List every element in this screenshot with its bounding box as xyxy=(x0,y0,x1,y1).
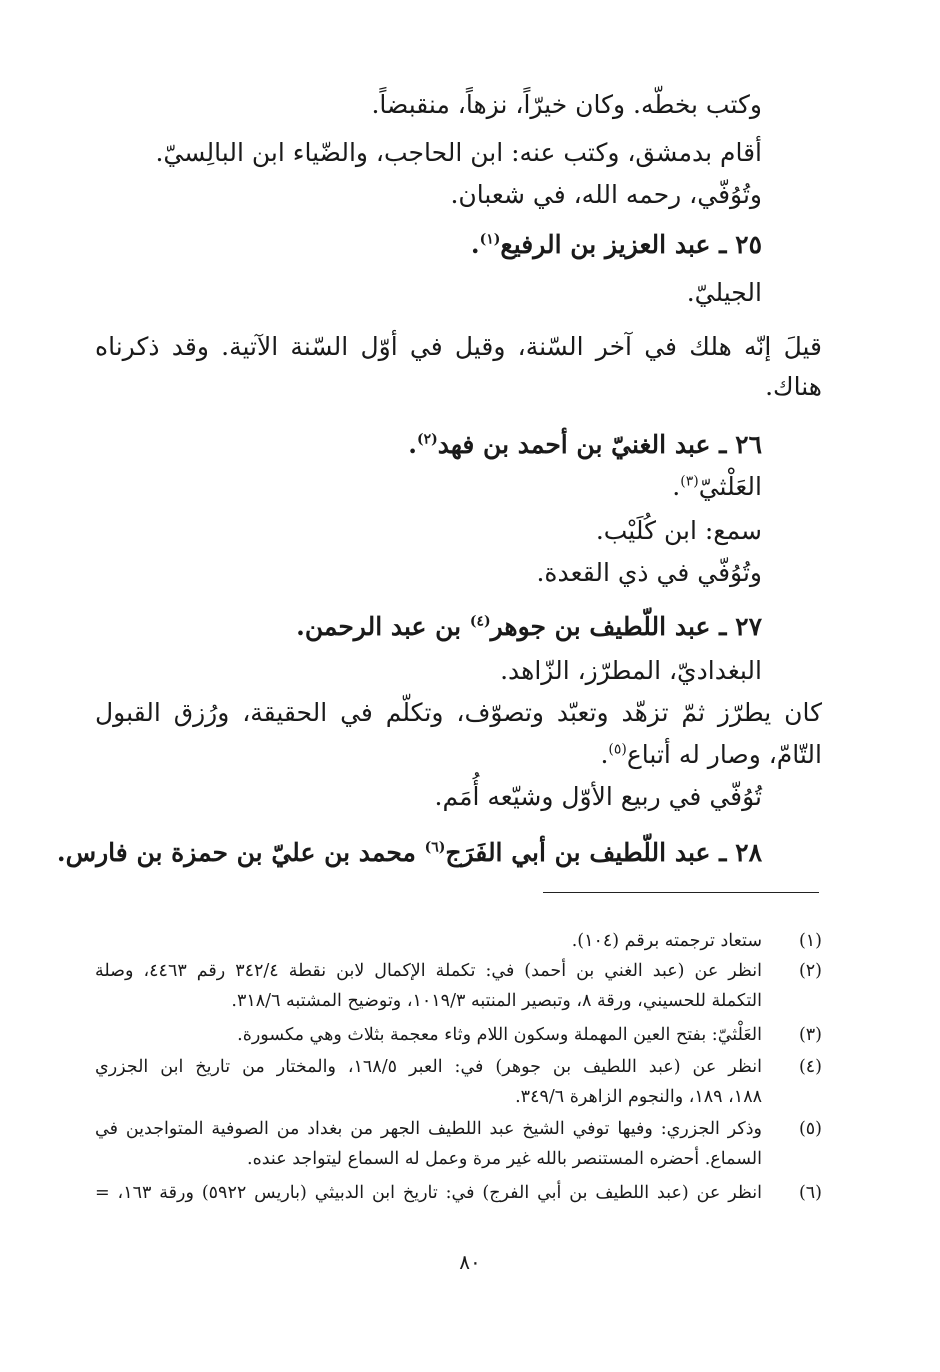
entry-nisba: الجيليّ. xyxy=(686,278,762,307)
footnote-number: (١) xyxy=(798,931,822,951)
footnote-number: (٥) xyxy=(798,1119,822,1139)
body-line: وتُوُفّي، رحمه الله، في شعبان. xyxy=(450,180,762,209)
nisba-text: العَلْثيّ xyxy=(698,472,762,501)
entry-title: ٢٥ ـ عبد العزيز بن الرفيع xyxy=(500,230,762,259)
entry-title-end: . xyxy=(408,430,417,459)
entry-title: ٢٧ ـ عبد اللّطيف بن جوهر xyxy=(490,612,762,641)
body-line: هناك. xyxy=(765,372,822,401)
footnote-ref[interactable]: (٢) xyxy=(416,431,438,448)
nisba-end: . xyxy=(672,472,681,501)
footnote-number: (٦) xyxy=(798,1183,822,1203)
body-line: أقام بدمشق، وكتب عنه: ابن الحاجب، والضّياء ابن البالِسيّ. xyxy=(155,138,762,167)
footnote-ref[interactable]: (١) xyxy=(479,231,501,248)
entry-title-rest: محمد بن عليّ بن حمزة بن فارس. xyxy=(56,838,425,867)
footnote-number: (٢) xyxy=(798,961,822,981)
body-text-end: . xyxy=(600,740,609,769)
body-line: وتُوُفّي في ذي القعدة. xyxy=(536,558,762,587)
footnote-line: السماع. أحضره المستنصر بالله غير مرة وعمل له السماع ليتواجد عنده. xyxy=(247,1149,762,1169)
body-line: كان يطرّز ثمّ تزهّد وتعبّد وتصوّف، وتكلّم في الحقيقة، ورُزق القبول xyxy=(95,698,822,727)
footnote-line: التكملة للحسيني، ورقة ٨، وتبصير المنتبه ١٠١٩/٣، وتوضيح المشتبه ٣١٨/٦. xyxy=(231,991,762,1011)
page-number: ٨٠ xyxy=(459,1250,481,1274)
footnote-line: ستعاد ترجمته برقم (١٠٤). xyxy=(571,931,762,951)
body-line: تُوُفّي في ربيع الأوّل وشيّعه أُمَم. xyxy=(434,782,762,811)
footnote-ref[interactable]: (٣) xyxy=(680,473,699,490)
footnote-line: انظر عن (عبد اللطيف بن جوهر) في: العبر ١٦٨/٥، والمختار من تاريخ ابن الجزري xyxy=(95,1057,763,1077)
entry-nisba xyxy=(672,470,762,504)
footnote-line: ١٨٨، ١٨٩، والنجوم الزاهرة ٣٤٩/٦. xyxy=(515,1087,762,1107)
footnote-ref[interactable]: (٥) xyxy=(608,741,627,758)
entry-heading xyxy=(296,610,762,644)
entry-title-rest: بن عبد الرحمن. xyxy=(296,612,470,641)
footnote-line: انظر عن (عبد اللطيف بن أبي الفرج) في: تاريخ ابن الدبيثي (باريس ٥٩٢٢) ورقة ١٦٣، = xyxy=(95,1183,762,1203)
footnote-number: (٤) xyxy=(798,1057,822,1077)
entry-title: ٢٦ ـ عبد الغنيّ بن أحمد بن فهد xyxy=(437,430,762,459)
entry-title-end: . xyxy=(470,230,480,259)
entry-title: ٢٨ ـ عبد اللّطيف بن أبي الفَرَج xyxy=(445,838,762,867)
body-line: وكتب بخطّه. وكان خيرّاً، نزهاً، منقبضاً. xyxy=(371,90,762,119)
entry-heading xyxy=(471,228,762,262)
body-line xyxy=(600,738,822,772)
footnote-line: وذكر الجزري: وفيها توفي الشيخ عبد اللطيف الجهر من بغداد من الصوفية المتواجدين في xyxy=(95,1119,762,1139)
footnote-separator xyxy=(543,892,819,893)
footnote-line: العَلْثيّ: بفتح العين المهملة وسكون اللام وثاء معجمة بثلاث وهي مكسورة. xyxy=(237,1025,762,1045)
footnote-ref[interactable]: (٤) xyxy=(469,613,491,630)
entry-nisba: البغداديّ، المطرّز، الزّاهد. xyxy=(500,656,762,685)
footnote-line: انظر عن (عبد الغني بن أحمد) في: تكملة الإكمال لابن نقطة ٣٤٢/٤ رقم ٤٤٦٣، وصلة xyxy=(95,961,763,981)
body-text: التّامّ، وصار له أتباع xyxy=(626,740,822,769)
footnote-number: (٣) xyxy=(798,1025,822,1045)
body-line: قيلَ إنّه هلك في آخر السّنة، وقيل في أوّل السّنة الآتية. وقد ذكرناه xyxy=(95,332,822,361)
body-line: سمع: ابن كُلَيْب. xyxy=(595,516,762,545)
entry-heading xyxy=(57,836,762,870)
footnote-ref[interactable]: (٦) xyxy=(424,839,446,856)
entry-heading xyxy=(408,428,762,462)
